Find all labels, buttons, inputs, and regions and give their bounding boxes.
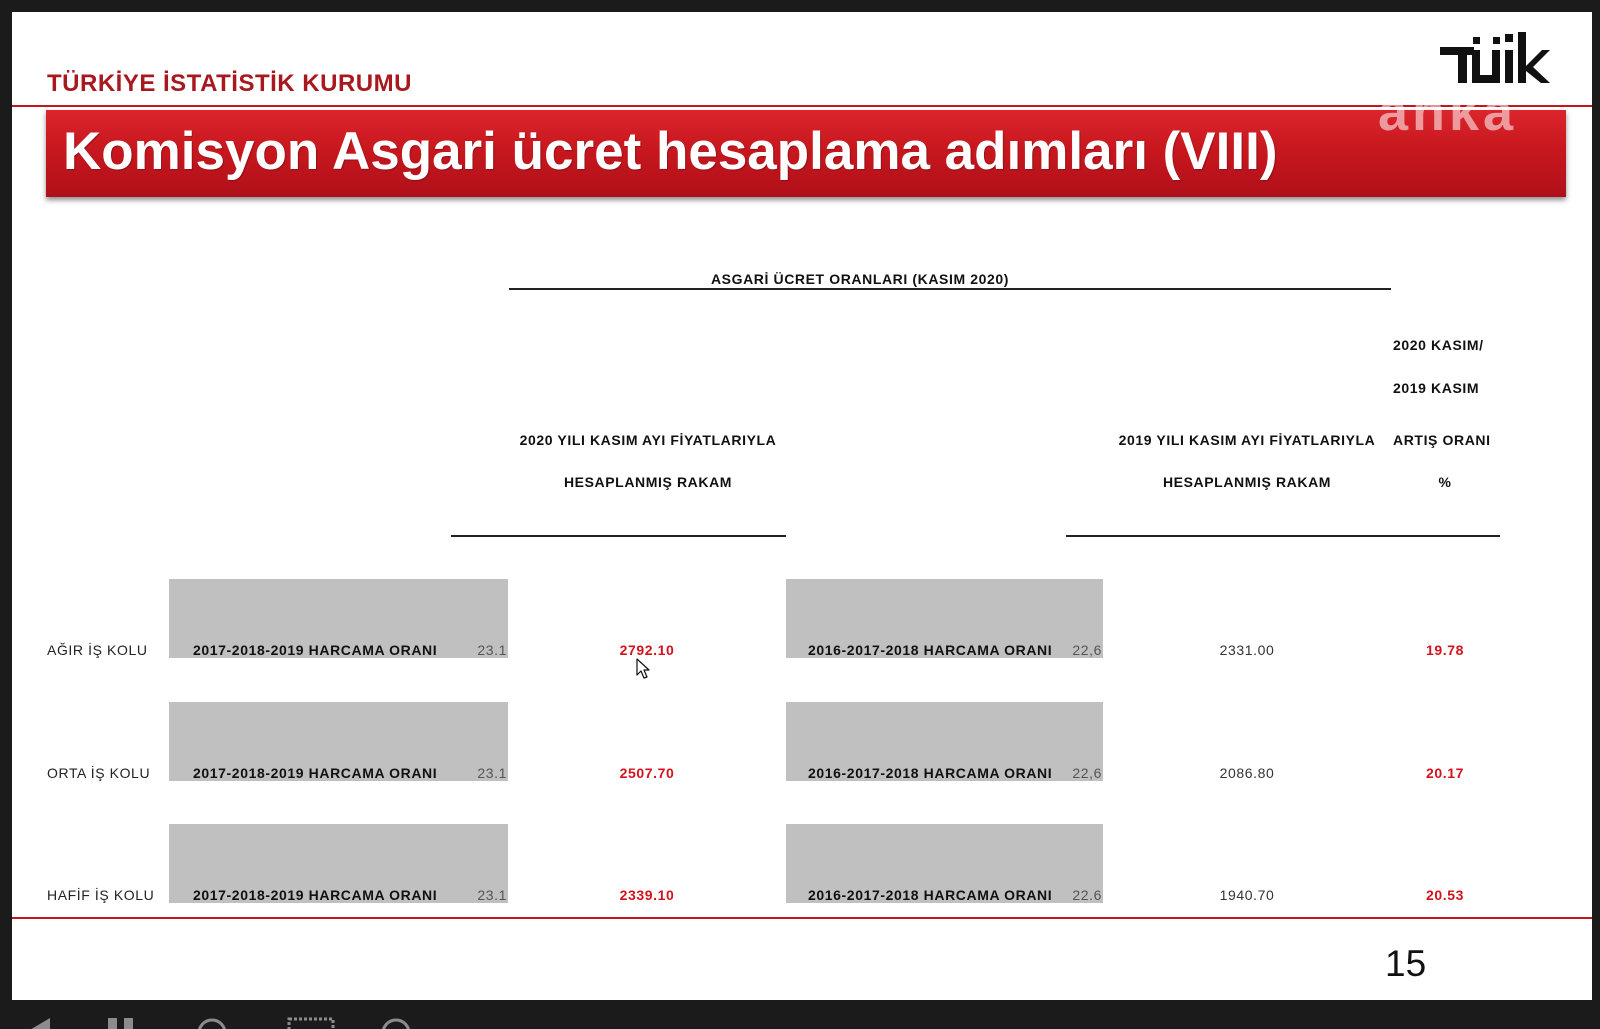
- col-2019-underline: [1066, 535, 1500, 537]
- row-label: ORTA İŞ KOLU: [47, 765, 151, 781]
- pause-icon[interactable]: [102, 1016, 138, 1029]
- value-2019: 2331.00: [1219, 642, 1275, 658]
- table-caption: ASGARİ ÜCRET ORANLARI (KASIM 2020): [710, 271, 1010, 287]
- rate-2019-label: 2016-2017-2018 HARCAMA ORANI: [808, 765, 1053, 781]
- organization-name: TÜRKİYE İSTATİSTİK KURUMU: [47, 70, 412, 97]
- value-2020: 2339.10: [619, 887, 675, 903]
- rate-2019-label: 2016-2017-2018 HARCAMA ORANI: [808, 642, 1053, 658]
- col-change-header-line2: 2019 KASIM: [1393, 380, 1480, 396]
- page-number: 15: [1385, 943, 1427, 984]
- rate-2019-value: 22,6: [1072, 765, 1102, 781]
- value-2020: 2792.10: [619, 642, 675, 658]
- change-percent: 20.53: [1425, 887, 1465, 903]
- col-change-header-line4: %: [1438, 474, 1452, 490]
- rate-2020-label: 2017-2018-2019 HARCAMA ORANI: [193, 887, 438, 903]
- col-2020-header-line2: HESAPLANMIŞ RAKAM: [563, 474, 733, 490]
- rate-2020-value: 23.1: [477, 887, 507, 903]
- table-row: [12, 579, 1592, 659]
- col-change-header-line1: 2020 KASIM/: [1393, 337, 1484, 353]
- tuik-logo-icon: [1438, 30, 1550, 88]
- rate-2019-label: 2016-2017-2018 HARCAMA ORANI: [808, 887, 1053, 903]
- col-2020-underline: [451, 535, 786, 537]
- value-2020: 2507.70: [619, 765, 675, 781]
- header-divider: [12, 105, 1592, 107]
- seek-back-icon[interactable]: [194, 1016, 230, 1029]
- table-row: [12, 824, 1592, 904]
- col-change-header-line3: ARTIŞ ORANI: [1393, 432, 1491, 448]
- rate-2020-value: 23.1: [477, 642, 507, 658]
- col-2019-header-line2: HESAPLANMIŞ RAKAM: [1162, 474, 1332, 490]
- slide-title: Komisyon Asgari ücret hesaplama adımları (VIII): [63, 122, 1278, 181]
- seek-forward-icon[interactable]: [378, 1016, 414, 1029]
- caption-underline: [509, 288, 1391, 290]
- change-percent: 20.17: [1425, 765, 1465, 781]
- value-2019: 1940.70: [1219, 887, 1275, 903]
- rate-2019-value: 22,6: [1072, 642, 1102, 658]
- col-2019-header-line1: 2019 YILI KASIM AYI FİYATLARIYLA: [1118, 432, 1376, 448]
- row-label: HAFİF İŞ KOLU: [47, 887, 155, 903]
- mouse-cursor-icon: [636, 658, 651, 680]
- col-2020-header-line1: 2020 YILI KASIM AYI FİYATLARIYLA: [519, 432, 777, 448]
- table-row: [12, 702, 1592, 782]
- row-label: AĞIR İŞ KOLU: [47, 642, 148, 658]
- footer-divider: [12, 917, 1592, 919]
- value-2019: 2086.80: [1219, 765, 1275, 781]
- presentation-slide: [12, 12, 1592, 1000]
- change-percent: 19.78: [1425, 642, 1465, 658]
- player-controls: [0, 1016, 600, 1029]
- rate-2020-label: 2017-2018-2019 HARCAMA ORANI: [193, 642, 438, 658]
- captions-icon[interactable]: [286, 1016, 338, 1029]
- previous-icon[interactable]: [20, 1016, 56, 1029]
- watermark: anka: [1378, 82, 1518, 142]
- title-banner: [46, 110, 1566, 197]
- rate-2019-value: 22.6: [1072, 887, 1102, 903]
- rate-2020-value: 23.1: [477, 765, 507, 781]
- rate-2020-label: 2017-2018-2019 HARCAMA ORANI: [193, 765, 438, 781]
